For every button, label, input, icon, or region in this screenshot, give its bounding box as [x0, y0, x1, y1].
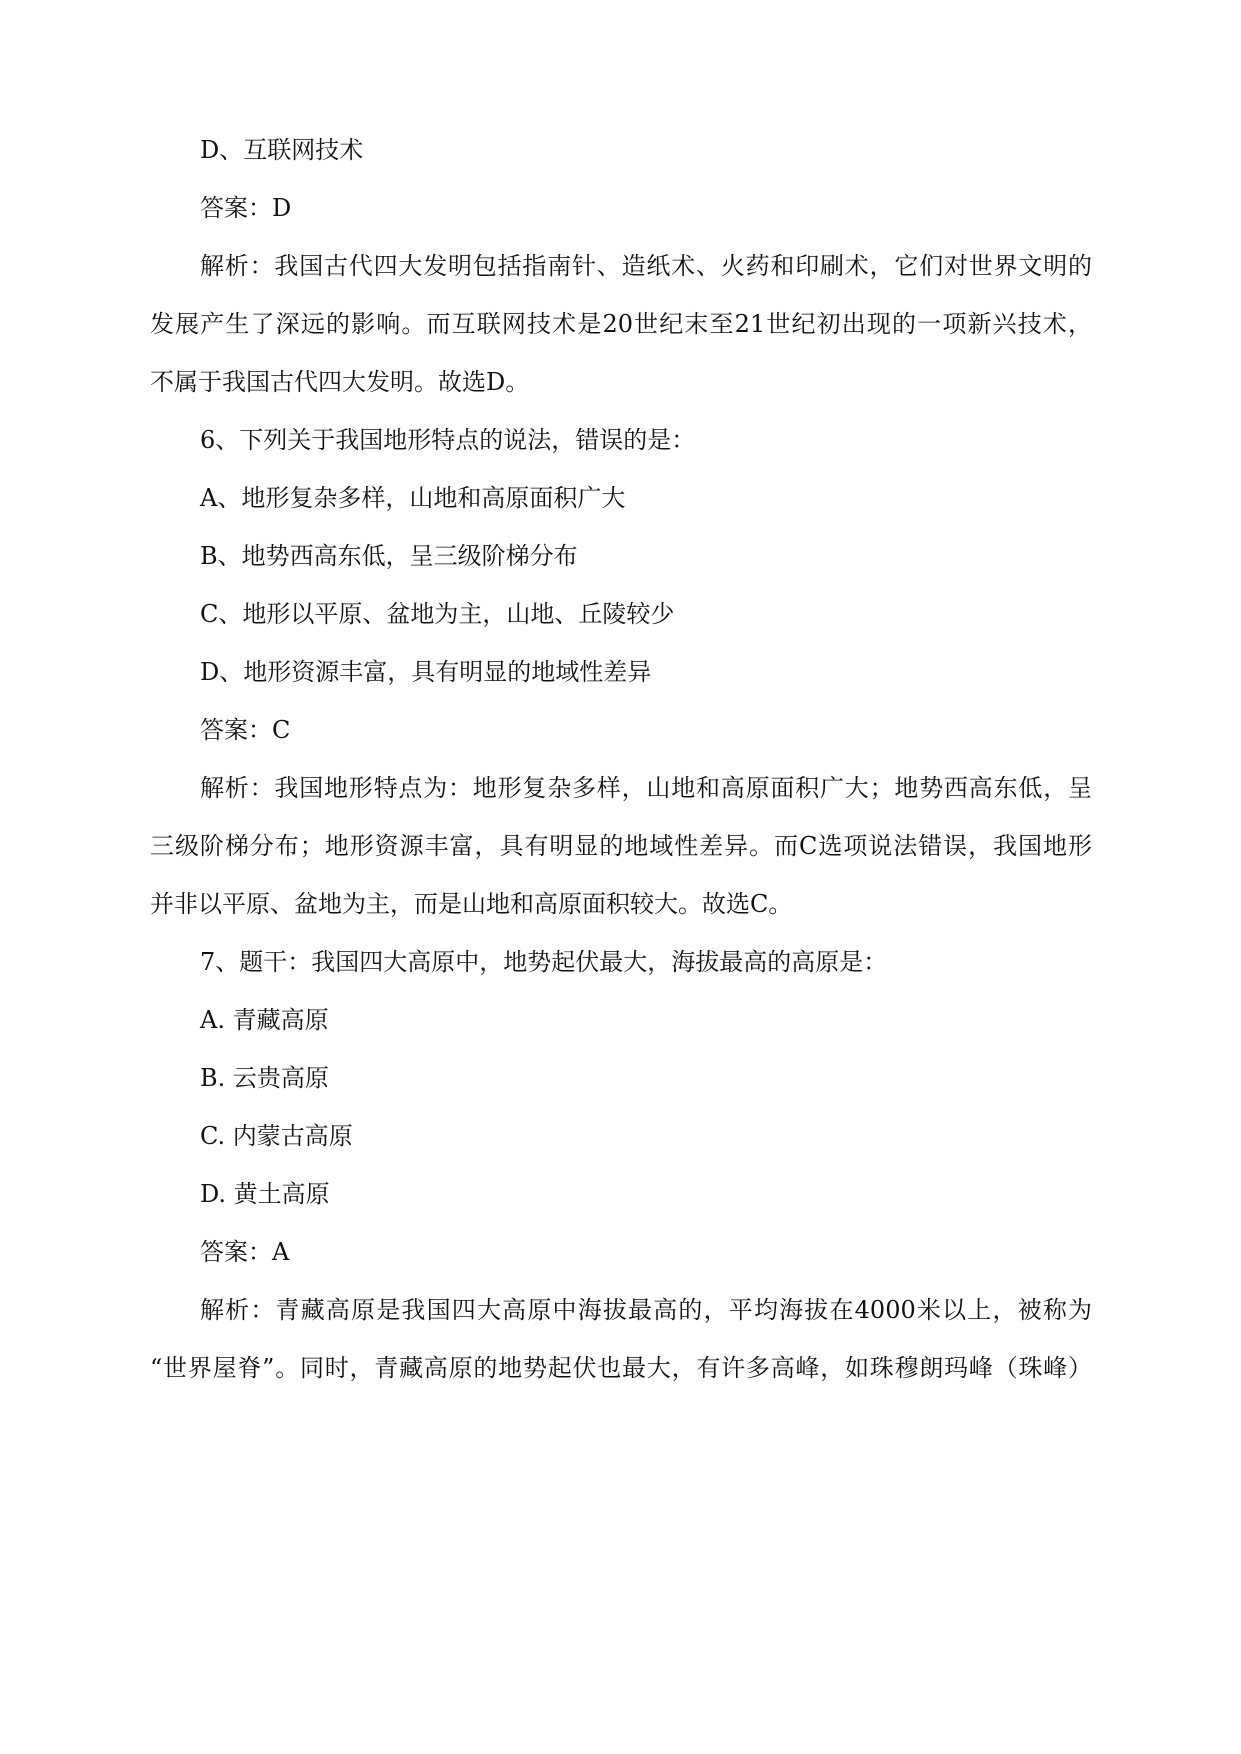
q5-answer: 答案：D	[200, 194, 292, 222]
q6-analysis-line-2: 三级阶梯分布；地形资源丰富，具有明显的地域性差异。而C选项说法错误，我国地形	[150, 832, 1092, 860]
q6-answer: 答案：C	[200, 716, 291, 744]
q5-option-d: D、互联网技术	[200, 136, 364, 164]
q7-option-a: A. 青藏高原	[200, 1006, 329, 1034]
q7-option-b: B. 云贵高原	[200, 1064, 329, 1092]
q6-option-a: A、地形复杂多样，山地和高原面积广大	[200, 484, 626, 512]
q7-option-c: C. 内蒙古高原	[200, 1122, 353, 1150]
q7-analysis-line-1: 解析：青藏高原是我国四大高原中海拔最高的，平均海拔在4000米以上，被称为	[200, 1296, 1092, 1324]
q7-option-d: D. 黄土高原	[200, 1180, 330, 1208]
q6-option-d: D、地形资源丰富，具有明显的地域性差异	[200, 658, 652, 686]
q6-analysis-line-1: 解析：我国地形特点为：地形复杂多样，山地和高原面积广大；地势西高东低，呈	[200, 774, 1092, 802]
q7-analysis-line-2: “世界屋脊”。同时，青藏高原的地势起伏也最大，有许多高峰，如珠穆朗玛峰（珠峰）	[150, 1354, 1092, 1382]
q5-analysis-line-3: 不属于我国古代四大发明。故选D。	[150, 368, 530, 396]
q6-stem: 6、下列关于我国地形特点的说法，错误的是：	[200, 426, 696, 454]
q6-option-b: B、地势西高东低，呈三级阶梯分布	[200, 542, 578, 570]
q7-answer: 答案：A	[200, 1238, 290, 1266]
q5-analysis-line-1: 解析：我国古代四大发明包括指南针、造纸术、火药和印刷术，它们对世界文明的	[200, 252, 1092, 280]
q6-option-c: C、地形以平原、盆地为主，山地、丘陵较少	[200, 600, 675, 628]
q6-analysis-line-3: 并非以平原、盆地为主，而是山地和高原面积较大。故选C。	[150, 890, 793, 918]
q7-stem: 7、题干：我国四大高原中，地势起伏最大，海拔最高的高原是：	[200, 948, 888, 976]
q5-analysis-line-2: 发展产生了深远的影响。而互联网技术是20世纪末至21世纪初出现的一项新兴技术，	[150, 310, 1092, 338]
